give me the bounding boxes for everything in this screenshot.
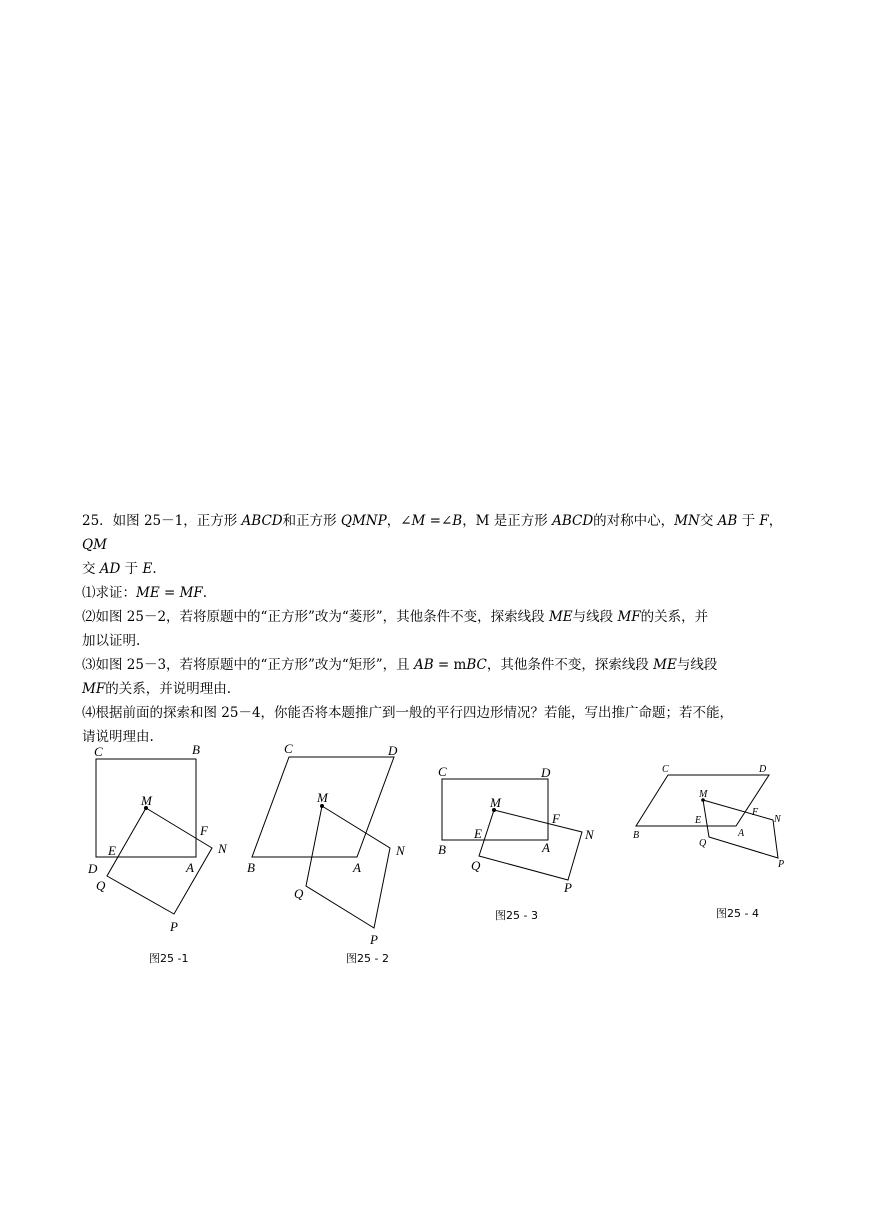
- label-b-4: B: [633, 830, 640, 841]
- label-e-4: E: [695, 815, 702, 826]
- label-p-2: P: [370, 932, 378, 947]
- label-b: B: [192, 742, 200, 757]
- label-a: A: [186, 860, 194, 875]
- label-c-3: C: [438, 764, 447, 779]
- label-d-2: D: [388, 743, 398, 758]
- label-p: P: [170, 919, 178, 934]
- label-p-4: P: [778, 859, 785, 870]
- label-n: N: [218, 841, 227, 856]
- caption-25-3: 图25 - 3: [495, 909, 538, 922]
- label-b-3: B: [438, 842, 446, 857]
- question-2: ⑵如图 25－2，若将原题中的“正方形”改为“菱形”，其他条件不变，探索线段 ME与线段 MF的关系，并: [82, 609, 709, 625]
- label-d: D: [88, 861, 98, 876]
- question-3: ⑶如图 25－3，若将原题中的“正方形”改为“矩形”，且 AB = mBC，其他条件不变，探索线段 ME与线段: [82, 657, 718, 673]
- label-p-3: P: [564, 880, 572, 895]
- label-f-3: F: [552, 811, 560, 826]
- label-a-2: A: [353, 860, 361, 875]
- label-f: F: [200, 823, 208, 838]
- label-m-4: M: [699, 789, 708, 800]
- problem-intro-cont: 交 AD 于 E.: [82, 561, 157, 577]
- label-c-2: C: [284, 741, 293, 756]
- question-2-cont: 加以证明.: [82, 633, 141, 649]
- label-c-4: C: [662, 764, 669, 775]
- question-1: ⑴求证：ME = MF.: [82, 585, 208, 601]
- label-m-2: M: [317, 790, 328, 805]
- label-e-3: E: [474, 826, 482, 841]
- question-4: ⑷根据前面的探索和图 25－4，你能否将本题推广到一般的平行四边形情况？若能，写出推广命题；若不能，: [82, 705, 734, 721]
- question-3-cont: MF的关系，并说明理由.: [82, 681, 231, 697]
- caption-25-2: 图25 - 2: [346, 952, 389, 965]
- caption-25-4: 图25 - 4: [716, 907, 759, 920]
- label-q-3: Q: [471, 858, 481, 873]
- square-qmnp-2: [306, 806, 390, 928]
- label-f-4: F: [752, 807, 759, 818]
- label-c: C: [94, 744, 103, 759]
- label-m: M: [141, 793, 152, 808]
- label-e: E: [108, 843, 116, 858]
- label-a-4: A: [738, 828, 745, 839]
- label-n-4: N: [774, 814, 781, 825]
- label-d-4: D: [759, 764, 767, 775]
- label-d-3: D: [541, 765, 551, 780]
- label-q-4: Q: [699, 838, 707, 849]
- caption-25-1: 图25 -1: [149, 952, 189, 965]
- label-q-2: Q: [294, 886, 304, 901]
- label-a-3: A: [542, 840, 550, 855]
- label-n-3: N: [585, 827, 594, 842]
- label-q: Q: [96, 878, 106, 893]
- question-4-cont: 请说明理由.: [82, 729, 154, 745]
- square-qmnp-3: [479, 810, 582, 880]
- label-m-3: M: [490, 795, 501, 810]
- label-b-2: B: [247, 860, 255, 875]
- label-n-2: N: [396, 843, 405, 858]
- problem-intro: 25．如图 25－1，正方形 ABCD和正方形 QMNP，∠M =∠B，M 是正方形 ABCD的对称中心，MN交 AB 于 F，QM: [82, 513, 783, 553]
